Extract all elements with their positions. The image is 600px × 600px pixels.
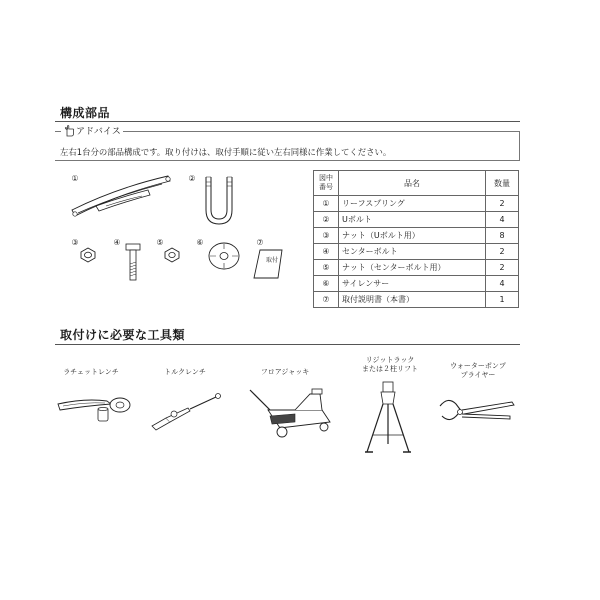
- table-row: [314, 292, 519, 308]
- torque-wrench-icon: [148, 392, 224, 432]
- row-quantity: 2: [486, 260, 519, 276]
- tools-title-underline: [55, 344, 520, 345]
- tool-label-torque-wrench: トルクレンチ: [164, 368, 206, 376]
- row-number: ④: [314, 244, 339, 260]
- table-row: [314, 212, 519, 228]
- water-pump-pliers-icon: [436, 392, 518, 432]
- header-no-line1: 図中: [319, 174, 333, 182]
- floor-jack-icon: [240, 380, 340, 440]
- advice-text: 左右1台分の部品構成です。取り付けは、取付手順に従い左右同様に作業してください。: [60, 147, 392, 157]
- tool-label-water-pump-pliers: [436, 362, 520, 380]
- parts-section-title: 構成部品: [60, 106, 111, 120]
- figure-number-2: ②: [188, 174, 196, 183]
- tool-label-ratchet-wrench: ラチェットレンチ: [63, 368, 119, 376]
- rigid-rack-label-line1: リジットラック: [365, 356, 415, 364]
- row-number: ⑥: [314, 276, 339, 292]
- figure-number-1: ①: [71, 174, 79, 183]
- row-part-name: リーフスプリング: [339, 196, 486, 212]
- leaf-spring-icon: [66, 170, 176, 230]
- manual-icon: [252, 248, 286, 280]
- figure-number-3: ③: [71, 238, 79, 247]
- row-number: ⑦: [314, 292, 339, 308]
- pliers-label-line1: ウォーターポンプ: [450, 362, 506, 370]
- row-quantity: 1: [486, 292, 519, 308]
- u-bolt-icon: [198, 172, 242, 232]
- ratchet-wrench-icon: [55, 390, 135, 430]
- table-row: [314, 244, 519, 260]
- advice-label: [61, 124, 123, 137]
- parts-title-underline: [55, 121, 520, 122]
- table-row: [314, 276, 519, 292]
- parts-table-header: [314, 171, 519, 196]
- parts-table: [313, 170, 519, 308]
- row-number: ③: [314, 228, 339, 244]
- header-no-line2: 番号: [319, 183, 333, 191]
- header-quantity: 数量: [486, 171, 519, 196]
- row-quantity: 4: [486, 276, 519, 292]
- tool-label-rigid-rack: [350, 356, 430, 374]
- row-part-name: センターボルト: [339, 244, 486, 260]
- figure-number-7: ⑦: [256, 238, 264, 247]
- row-part-name: 取付説明書（本書）: [339, 292, 486, 308]
- silencer-icon: [207, 241, 241, 271]
- table-row: [314, 228, 519, 244]
- pliers-label-line2: プライヤー: [460, 371, 496, 379]
- header-figure-number: [314, 171, 339, 196]
- row-quantity: 4: [486, 212, 519, 228]
- small-nut-icon: [163, 247, 181, 263]
- row-quantity: 2: [486, 244, 519, 260]
- figure-number-4: ④: [113, 238, 121, 247]
- table-row: [314, 260, 519, 276]
- rigid-rack-label-line2: または２柱リフト: [362, 365, 418, 373]
- row-part-name: ナット（センターボルト用）: [339, 260, 486, 276]
- manual-icon-text: 取付: [266, 257, 279, 264]
- row-part-name: Uボルト: [339, 212, 486, 228]
- row-number: ①: [314, 196, 339, 212]
- tools-section-title: 取付けに必要な工具類: [60, 328, 186, 342]
- table-row: [314, 196, 519, 212]
- hex-nut-icon: [79, 247, 97, 263]
- row-part-name: ナット（Uボルト用）: [339, 228, 486, 244]
- tool-label-floor-jack: フロアジャッキ: [260, 368, 310, 376]
- row-quantity: 2: [486, 196, 519, 212]
- socket-icon: [96, 406, 110, 424]
- row-part-name: サイレンサー: [339, 276, 486, 292]
- header-part-name: 品名: [339, 171, 486, 196]
- row-number: ②: [314, 212, 339, 228]
- row-number: ⑤: [314, 260, 339, 276]
- rigid-rack-icon: [363, 380, 413, 460]
- figure-number-6: ⑥: [196, 238, 204, 247]
- center-bolt-icon: [123, 242, 143, 282]
- pointing-hand-icon: [63, 125, 75, 137]
- figure-number-5: ⑤: [156, 238, 164, 247]
- row-quantity: 8: [486, 228, 519, 244]
- advice-label-text: アドバイス: [76, 127, 121, 137]
